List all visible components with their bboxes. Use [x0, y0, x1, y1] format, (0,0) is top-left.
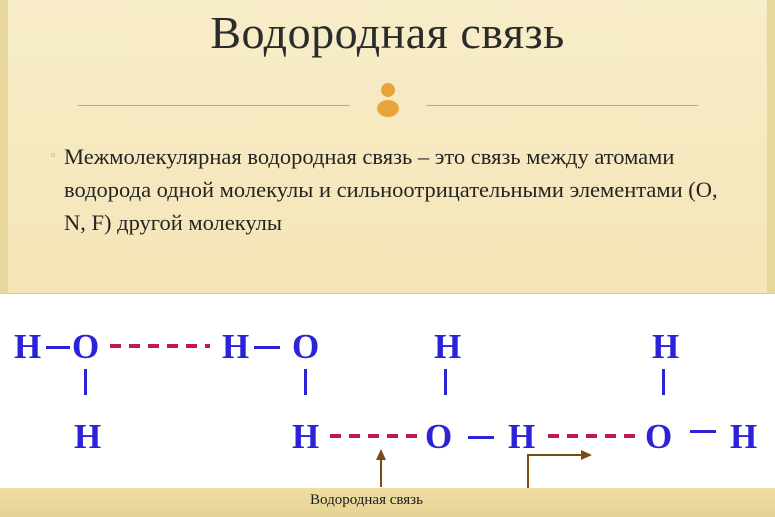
covalent-bond	[304, 369, 307, 395]
covalent-bond	[46, 346, 70, 349]
atom-h: H	[292, 417, 320, 456]
covalent-bond	[84, 369, 87, 395]
diagram-caption: Водородная связь	[310, 492, 423, 508]
bullet-marker-icon: ▫	[50, 147, 56, 162]
covalent-bond	[444, 369, 447, 395]
ornament-icon	[375, 83, 401, 131]
atom-o: O	[645, 417, 673, 456]
atom-h: H	[74, 417, 102, 456]
atom-h: H	[730, 417, 758, 456]
divider-line-right	[426, 105, 698, 106]
hydrogen-bond-dashed	[110, 344, 210, 348]
hydrogen-bond-dashed	[548, 434, 638, 438]
atom-h: H	[222, 327, 250, 366]
ornament-dot-top	[381, 83, 395, 97]
atom-o: O	[292, 327, 320, 366]
atom-o: O	[72, 327, 100, 366]
page-title: Водородная связь	[210, 7, 565, 58]
body-text: Межмолекулярная водородная связь – это связь между атомами водорода одной молекулы и сильноотрицательными элементами (O, N, F) другой молекулы	[64, 144, 718, 235]
ornament-dot-bottom	[377, 100, 399, 117]
atom-h: H	[434, 327, 462, 366]
atom-o: O	[425, 417, 453, 456]
covalent-bond	[662, 369, 665, 395]
title-divider	[78, 105, 698, 107]
hydrogen-bond-dashed	[330, 434, 418, 438]
covalent-bond	[254, 346, 280, 349]
covalent-bond	[468, 436, 494, 439]
atom-h: H	[652, 327, 680, 366]
atom-h: H	[14, 327, 42, 366]
bullet-paragraph	[42, 140, 742, 239]
atom-h: H	[508, 417, 536, 456]
divider-line-left	[78, 105, 350, 106]
covalent-bond	[690, 430, 716, 433]
diagram-panel	[0, 293, 775, 490]
